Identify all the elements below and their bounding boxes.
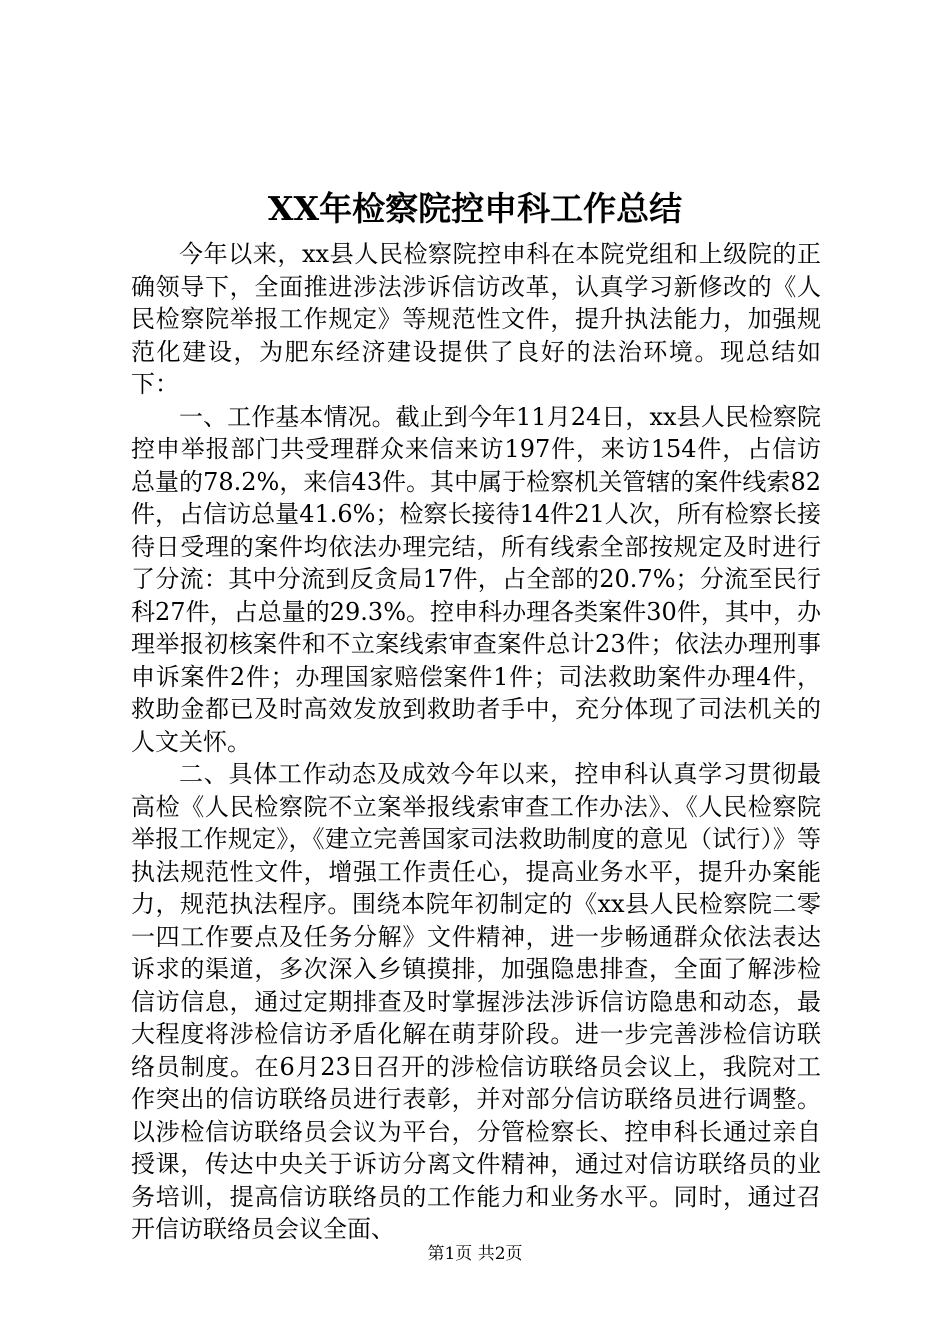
paragraph-basic-situation: 一、工作基本情况。截止到今年11月24日，xx县人民检察院控申举报部门共受理群众来信来访197件，来访154件，占信访总量的78.2%，来信43件。其中属于检察机关管辖的案件线索82件，占信访总量41.6%；检察长接待14件21人次，所有检察长接待日受理的案件均依法办理完结，所有线索全部按规定及时进行了分流：其中分流到反贪局17件，占全部的20.7%；分流至民行科27件，占总量的29.3%。控申科办理各类案件30件，其中，办理举报初核案件和不立案线索审查案件总计23件；依法办理刑事申诉案件2件；办理国家赔偿案件1件；司法救助案件办理4件，救助金都已及时高效发放到救助者手中，充分体现了司法机关的人文关怀。 [131, 402, 821, 756]
paragraph-work-dynamics: 二、具体工作动态及成效今年以来，控申科认真学习贯彻最高检《人民检察院不立案举报线索审查工作办法》、《人民检察院举报工作规定》，《建立完善国家司法救助制度的意见（试行）》等执法规范性文件，增强工作责任心，提高业务水平，提升办案能力，规范执法程序。围绕本院年初制定的《xx县人民检察院二零一四工作要点及任务分解》文件精神，进一步畅通群众依法表达诉求的渠道，多次深入乡镇摸排，加强隐患排查，全面了解涉检信访信息，通过定期排查及时掌握涉法涉诉信访隐患和动态，最大程度将涉检信访矛盾化解在萌芽阶段。进一步完善涉检信访联络员制度。在6月23日召开的涉检信访联络员会议上，我院对工作突出的信访联络员进行表彰，并对部分信访联络员进行调整。以涉检信访联络员会议为平台，分管检察长、控申科长通过亲自授课，传达中央关于诉访分离文件精神，通过对信访联络员的业务培训，提高信访联络员的工作能力和业务水平。同时，通过召开信访联络员会议全面、 [131, 760, 821, 1243]
document-title: XX年检察院控申科工作总结 [267, 189, 683, 228]
page-footer: 第1页 共2页 [427, 1244, 523, 1264]
paragraph-intro: 今年以来，xx县人民检察院控申科在本院党组和上级院的正确领导下，全面推进涉法涉诉信访改革，认真学习新修改的《人民检察院举报工作规定》等规范性文件，提升执法能力，加强规范化建设，为肥东经济建设提供了良好的法治环境。现总结如下： [131, 240, 821, 398]
document-body [131, 238, 821, 1246]
